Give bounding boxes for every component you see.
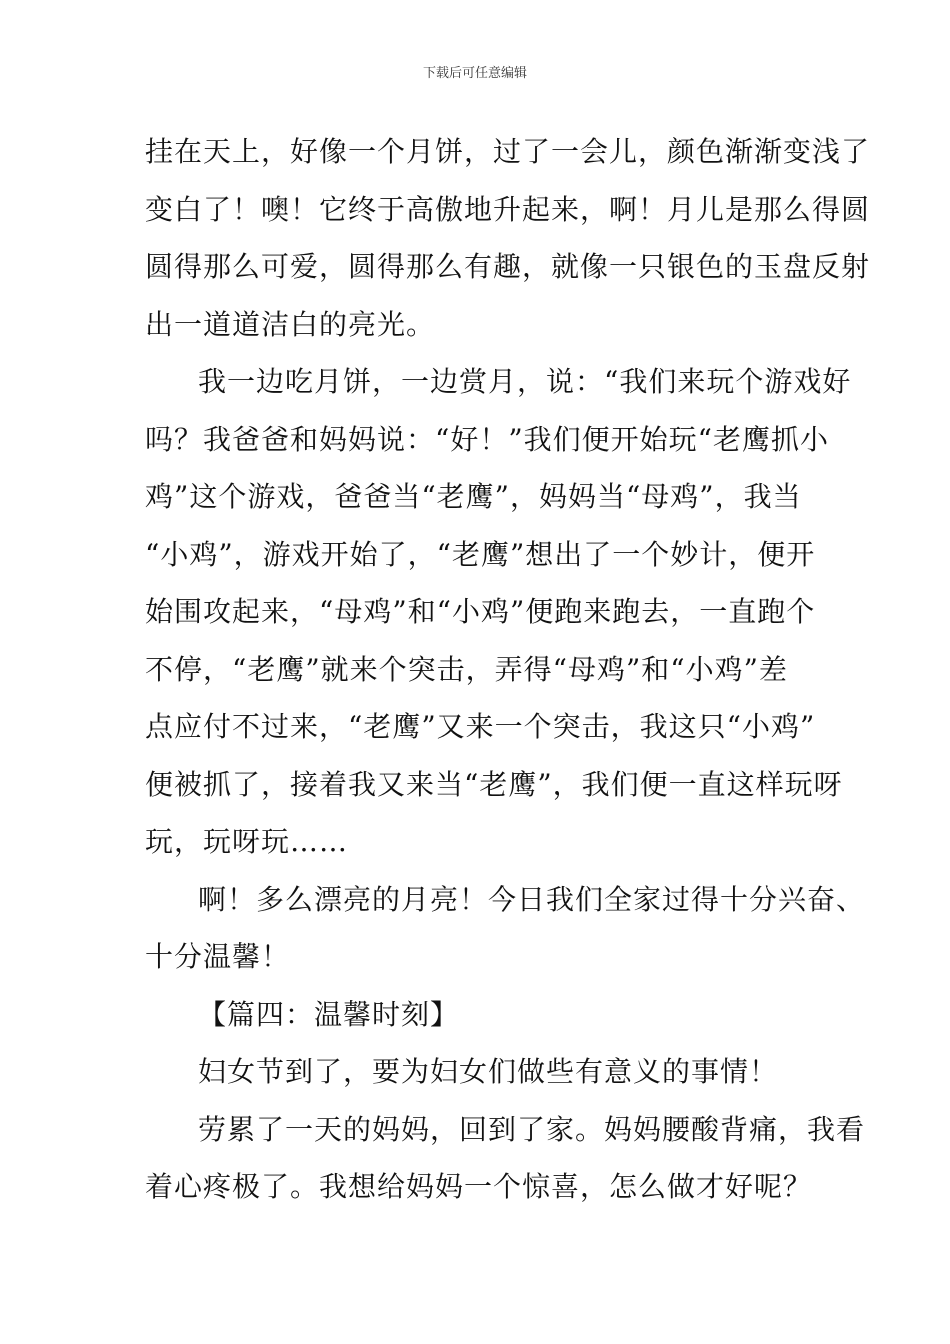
paragraph-start-line: 啊！多么漂亮的月亮！今日我们全家过得十分兴奋、 bbox=[198, 882, 866, 916]
text-line: 着心疼极了。我想给妈妈一个惊喜，怎么做才好呢？ bbox=[145, 1170, 813, 1203]
text-line: 不停，“老鹰”就来个突击，弄得“母鸡”和“小鸡”差 bbox=[145, 652, 788, 686]
text-line: 挂在天上，好像一个月饼，过了一会儿，颜色渐渐变浅了 bbox=[145, 135, 871, 168]
text-line: 始围攻起来，“母鸡”和“小鸡”便跑来跑去，一直跑个 bbox=[145, 595, 816, 628]
text-line: 出一道道洁白的亮光。 bbox=[145, 307, 436, 341]
page-header: 下载后可任意编辑 bbox=[422, 66, 527, 81]
paragraph-start-line: 劳累了一天的妈妈，回到了家。妈妈腰酸背痛，我看 bbox=[198, 1112, 866, 1146]
text-line: 十分温馨！ bbox=[145, 940, 291, 973]
paragraph-start-line: 妇女节到了，要为妇女们做些有意义的事情！ bbox=[198, 1055, 779, 1088]
document-body bbox=[145, 123, 871, 1216]
text-line: 圆得那么可爱，圆得那么有趣，就像一只银色的玉盘反射 bbox=[145, 250, 871, 283]
section-heading: 【篇四：温馨时刻】 bbox=[198, 997, 460, 1031]
text-line: 鸡”这个游戏，爸爸当“老鹰”，妈妈当“母鸡”，我当 bbox=[145, 480, 802, 513]
text-line: 便被抓了，接着我又来当“老鹰”，我们便一直这样玩呀 bbox=[145, 767, 843, 801]
text-line: 点应付不过来，“老鹰”又来一个突击，我这只“小鸡” bbox=[145, 710, 816, 743]
paragraph-start-line: 我一边吃月饼，一边赏月，说：“我们来玩个游戏好 bbox=[198, 365, 852, 398]
text-line: 变白了！噢！它终于高傲地升起来，啊！月儿是那么得圆 bbox=[145, 192, 871, 226]
text-line: 玩，玩呀玩…… bbox=[145, 825, 349, 858]
text-line: 吗？我爸爸和妈妈说：“好！”我们便开始玩“老鹰抓小 bbox=[145, 422, 829, 456]
text-line: “小鸡”，游戏开始了，“老鹰”想出了一个妙计，便开 bbox=[145, 537, 816, 571]
